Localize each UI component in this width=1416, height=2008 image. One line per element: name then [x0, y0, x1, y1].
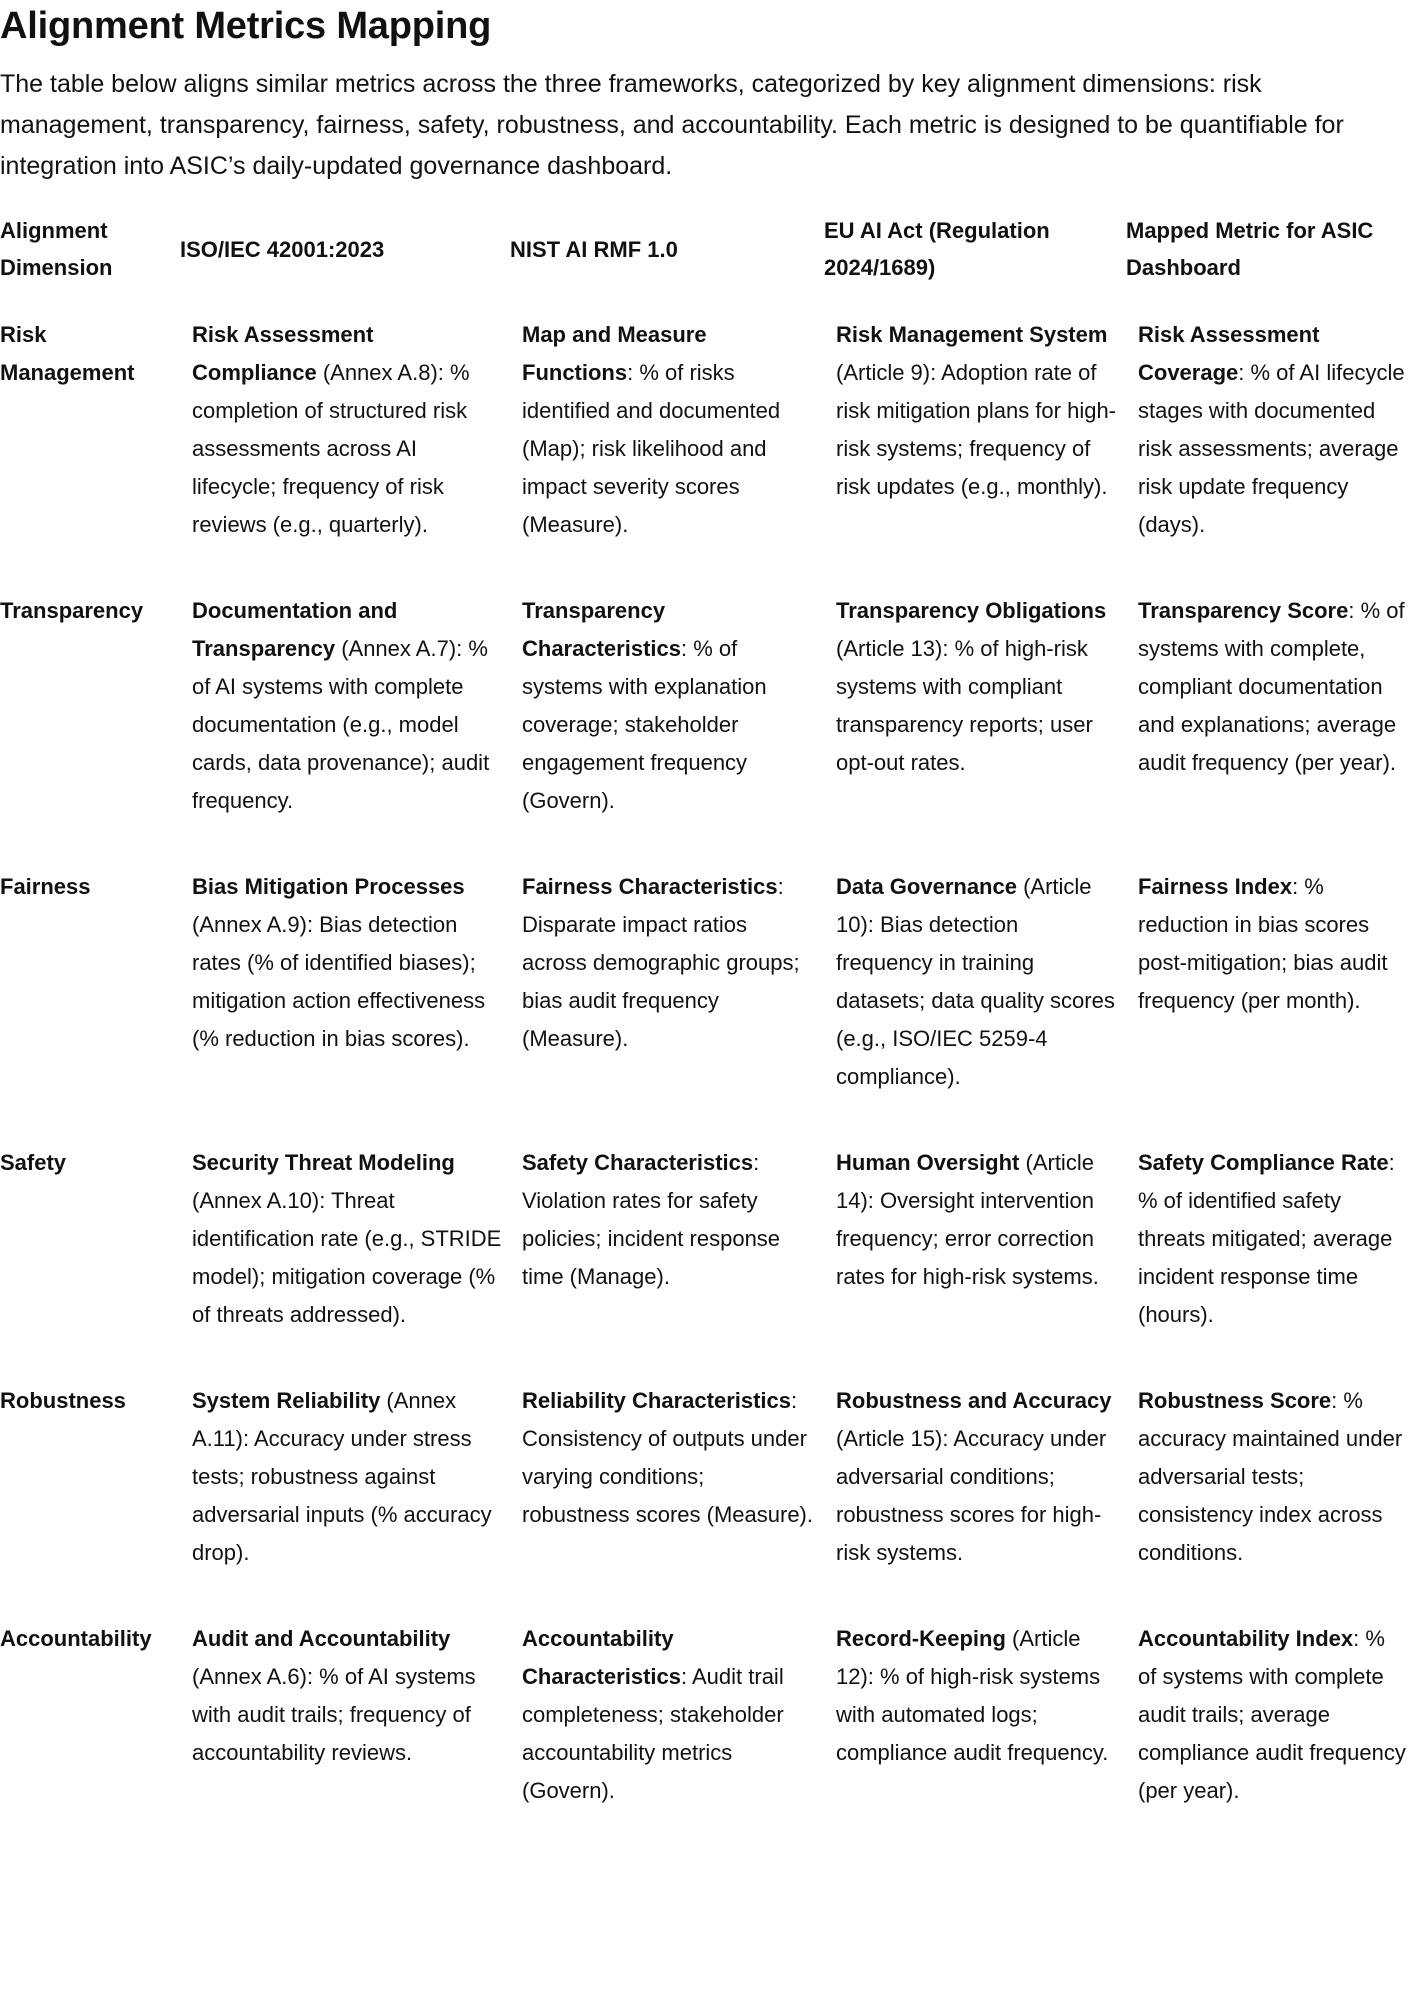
metric-name: Record-Keeping — [836, 1626, 1006, 1651]
metric-name: Documentation and Transparency — [192, 598, 398, 661]
metric-name: Accountability Index — [1138, 1626, 1354, 1651]
table-header-row — [0, 212, 1416, 316]
metric-description: (Article 15): Accuracy under adversarial conditions; robustness scores for high-risk systems. — [836, 1426, 1107, 1565]
nist-metric-cell — [510, 592, 824, 868]
table-row — [0, 592, 1416, 868]
alignment-dimension-cell: Risk Management — [0, 322, 135, 385]
intro-paragraph: The table below aligns similar metrics across the three frameworks, categorized by key alignment dimensions: risk management, transparency, fairness, safety, robustness, and accountability. Each metric is designed to be quantifiable for integration into ASIC’s daily-updated governance dashboard. — [0, 70, 1344, 180]
page-title: Alignment Metrics Mapping — [0, 5, 492, 47]
metric-description: : % of systems with explanation coverage; stakeholder engagement frequency (Govern). — [522, 636, 767, 813]
iso-metric-cell — [180, 316, 510, 592]
table-row — [0, 1382, 1416, 1620]
nist-metric-cell — [510, 1620, 824, 1858]
metric-name: Data Governance — [836, 874, 1017, 899]
metric-description: : Consistency of outputs under varying conditions; robustness scores (Measure). — [522, 1388, 813, 1527]
nist-metric-cell — [510, 1382, 824, 1620]
table-row — [0, 1620, 1416, 1858]
table-row — [0, 1144, 1416, 1382]
metric-description: (Article 9): Adoption rate of risk mitigation plans for high-risk systems; frequency of risk updates (e.g., monthly). — [836, 360, 1117, 499]
metric-name: Safety Compliance Rate — [1138, 1150, 1389, 1175]
alignment-dimension-cell: Robustness — [0, 1388, 126, 1413]
nist-metric-cell — [510, 868, 824, 1144]
metric-description: (Article 10): Bias detection frequency in training datasets; data quality scores (e.g., ISO/IEC 5259-4 compliance). — [836, 874, 1115, 1089]
metric-description: : % of risks identified and documented (Map); risk likelihood and impact severity scores (Measure). — [522, 360, 781, 537]
metric-description: : % of systems with complete, compliant documentation and explanations; average audit frequency (per year). — [1138, 598, 1405, 775]
iso-metric-cell — [180, 1144, 510, 1382]
metric-description: (Annex A.9): Bias detection rates (% of identified biases); mitigation action effectiveness (% reduction in bias scores). — [192, 912, 486, 1051]
metric-name: Risk Assessment Coverage — [1138, 322, 1320, 385]
header-iso: ISO/IEC 42001:2023 — [180, 236, 385, 262]
metric-description: (Article 12): % of high-risk systems with automated logs; compliance audit frequency. — [836, 1626, 1109, 1765]
mapped-metric-cell — [1126, 1144, 1416, 1382]
metric-description: (Article 13): % of high-risk systems with compliant transparency reports; user opt-out rates. — [836, 636, 1093, 775]
metric-description: (Annex A.7): % of AI systems with complete documentation (e.g., model cards, data provenance); audit frequency. — [192, 636, 490, 813]
table-row — [0, 316, 1416, 592]
iso-metric-cell — [180, 592, 510, 868]
alignment-dimension-cell: Transparency — [0, 598, 144, 623]
metric-name: Bias Mitigation Processes — [192, 874, 465, 899]
eu-metric-cell — [824, 868, 1126, 1144]
alignment-dimension-cell: Fairness — [0, 874, 91, 899]
metric-name: Reliability Characteristics — [522, 1388, 792, 1413]
metric-name: Map and Measure Functions — [522, 322, 707, 385]
metric-description: (Annex A.10): Threat identification rate (e.g., STRIDE model); mitigation coverage (% of threats addressed). — [192, 1188, 502, 1327]
iso-metric-cell — [180, 1620, 510, 1858]
metric-name: Fairness Index — [1138, 874, 1293, 899]
metric-description: (Annex A.8): % completion of structured risk assessments across AI lifecycle; frequency of risk reviews (e.g., quarterly). — [192, 360, 470, 537]
metric-description: : % reduction in bias scores post-mitigation; bias audit frequency (per month). — [1138, 874, 1388, 1013]
alignment-dimension-cell: Accountability — [0, 1626, 152, 1651]
alignment-dimension-cell: Safety — [0, 1150, 67, 1175]
alignment-metrics-table — [0, 212, 1416, 1858]
eu-metric-cell — [824, 316, 1126, 592]
metric-description: : Violation rates for safety policies; incident response time (Manage). — [522, 1150, 781, 1289]
table-body — [0, 316, 1416, 1858]
metric-name: Risk Assessment Compliance — [192, 322, 374, 385]
eu-metric-cell — [824, 1620, 1126, 1858]
metric-name: Security Threat Modeling — [192, 1150, 455, 1175]
metric-name: Transparency Obligations — [836, 598, 1107, 623]
metric-description: (Annex A.11): Accuracy under stress tests; robustness against adversarial inputs (% accuracy drop). — [192, 1388, 492, 1565]
metric-name: Accountability Characteristics — [522, 1626, 681, 1689]
header-nist: NIST AI RMF 1.0 — [510, 236, 678, 262]
metric-name: Transparency Characteristics — [522, 598, 681, 661]
iso-metric-cell — [180, 868, 510, 1144]
eu-metric-cell — [824, 1382, 1126, 1620]
header-mapped-metric: Mapped Metric for ASIC Dashboard — [1126, 218, 1374, 280]
mapped-metric-cell — [1126, 868, 1416, 1144]
metric-name: Robustness Score — [1138, 1388, 1332, 1413]
metric-name: System Reliability — [192, 1388, 381, 1413]
metric-description: (Article 14): Oversight intervention frequency; error correction rates for high-risk systems. — [836, 1150, 1099, 1289]
header-eu-ai-act: EU AI Act (Regulation 2024/1689) — [824, 218, 1050, 280]
mapped-metric-cell — [1126, 316, 1416, 592]
mapped-metric-cell — [1126, 592, 1416, 868]
metric-description: : % of systems with complete audit trails; average compliance audit frequency (per year). — [1138, 1626, 1406, 1803]
metric-description: : % of AI lifecycle stages with documented risk assessments; average risk update frequency (days). — [1138, 360, 1405, 537]
metric-name: Fairness Characteristics — [522, 874, 778, 899]
nist-metric-cell — [510, 1144, 824, 1382]
metric-name: Audit and Accountability — [192, 1626, 451, 1651]
metric-description: : Disparate impact ratios across demographic groups; bias audit frequency (Measure). — [522, 874, 800, 1051]
metric-name: Risk Management System — [836, 322, 1108, 347]
eu-metric-cell — [824, 1144, 1126, 1382]
metric-description: : % accuracy maintained under adversarial tests; consistency index across conditions. — [1138, 1388, 1403, 1565]
table-header — [0, 212, 1416, 316]
metric-name: Transparency Score — [1138, 598, 1349, 623]
eu-metric-cell — [824, 592, 1126, 868]
iso-metric-cell — [180, 1382, 510, 1620]
metric-name: Human Oversight — [836, 1150, 1020, 1175]
metric-description: (Annex A.6): % of AI systems with audit trails; frequency of accountability reviews. — [192, 1664, 476, 1765]
header-alignment-dimension: Alignment Dimension — [0, 218, 113, 280]
mapped-metric-cell — [1126, 1382, 1416, 1620]
table-row — [0, 868, 1416, 1144]
metric-description: : Audit trail completeness; stakeholder accountability metrics (Govern). — [522, 1664, 784, 1803]
metric-name: Safety Characteristics — [522, 1150, 754, 1175]
metric-description: : % of identified safety threats mitigated; average incident response time (hours). — [1138, 1150, 1395, 1327]
mapped-metric-cell — [1126, 1620, 1416, 1858]
nist-metric-cell — [510, 316, 824, 592]
metric-name: Robustness and Accuracy — [836, 1388, 1112, 1413]
